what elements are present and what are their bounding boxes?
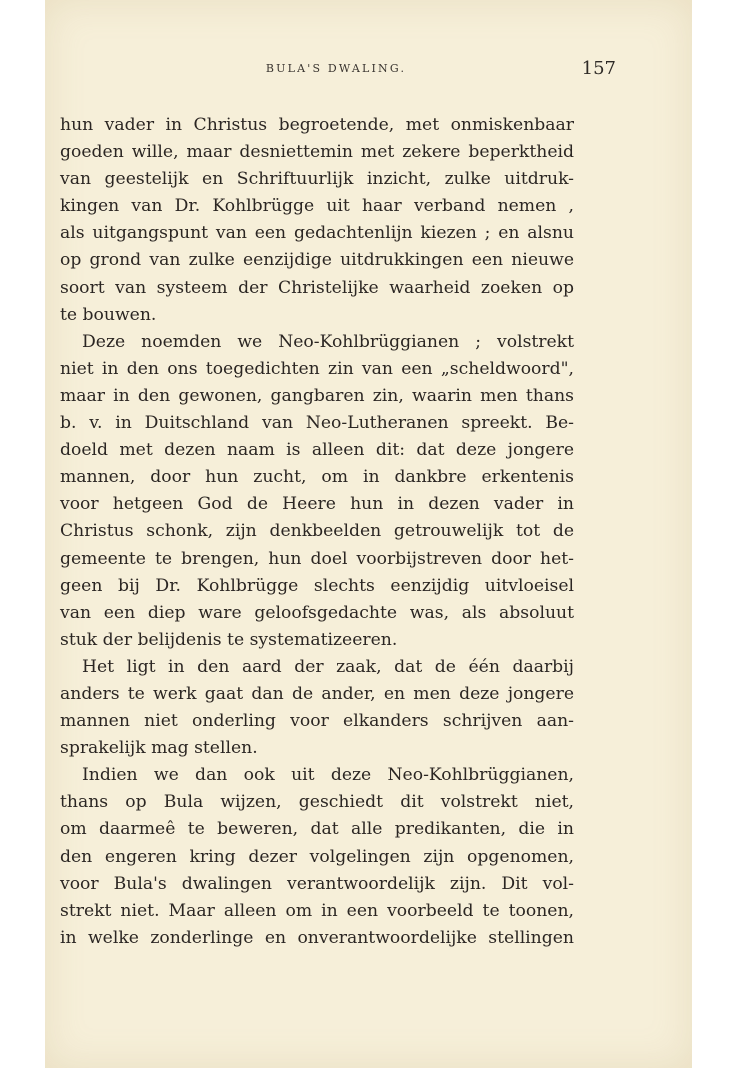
text-line: van geestelijk en Schriftuurlijk inzicht, zulke uitdruk- [60, 169, 574, 190]
text-line: Deze noemden we Neo-Kohlbrüggianen ; volstrekt [82, 331, 574, 352]
text-line: soort van systeem der Christelijke waarheid zoeken op [60, 277, 574, 298]
text-line: strekt niet. Maar alleen om in een voorbeeld te toonen, [60, 900, 574, 921]
page-header [56, 60, 616, 84]
paragraph [60, 654, 574, 762]
text-line: op grond van zulke eenzijdige uitdrukkingen een nieuwe [60, 250, 574, 271]
text-line: niet in den ons toegedichten zin van een „scheldwoord", [60, 358, 574, 379]
text-line: anders te werk gaat dan de ander, en men deze jongere [60, 683, 574, 704]
text-line: van een diep ware geloofsgedachte was, als absoluut [60, 602, 574, 623]
running-head: BULA'S DWALING. [265, 62, 407, 75]
text-line: als uitgangspunt van een gedachtenlijn kiezen ; en alsnu [60, 223, 574, 244]
text-line: mannen niet onderling voor elkanders schrijven aan- [60, 711, 574, 732]
text-line: hun vader in Christus begroetende, met onmiskenbaar [60, 115, 574, 135]
paragraph [60, 762, 574, 952]
text-line: voor Bula's dwalingen verantwoordelijk zijn. Dit vol- [60, 873, 574, 894]
text-line: den engeren kring dezer volgelingen zijn opgenomen, [60, 846, 574, 867]
text-line: in welke zonderlinge en onverantwoordelijke stellingen [60, 927, 574, 948]
text-line: b. v. in Duitschland van Neo-Lutheranen spreekt. Be- [60, 413, 574, 434]
text-line: mannen, door hun zucht, om in dankbre erkentenis [60, 467, 574, 488]
paragraph [60, 329, 574, 654]
text-line: geen bij Dr. Kohlbrügge slechts eenzijdig uitvloeisel [60, 575, 574, 596]
paragraph [60, 112, 574, 329]
text-line: Indien we dan ook uit deze Neo-Kohlbrüggianen, [82, 765, 574, 786]
text-line: Christus schonk, zijn denkbeelden getrouwelijk tot de [60, 521, 574, 542]
text-line: te bouwen. [60, 304, 157, 325]
body-text [60, 112, 574, 952]
page-number: 157 [581, 58, 616, 79]
text-line: om daarmeê te beweren, dat alle predikanten, die in [60, 819, 574, 840]
text-line: goeden wille, maar desniettemin met zekere beperktheid [60, 142, 574, 163]
text-line: sprakelijk mag stellen. [60, 738, 258, 759]
text-line: gemeente te brengen, hun doel voorbijstreven door het- [60, 548, 574, 569]
text-line: maar in den gewonen, gangbaren zin, waarin men thans [60, 385, 574, 406]
text-line: voor hetgeen God de Heere hun in dezen vader in [60, 494, 574, 515]
text-line: Het ligt in den aard der zaak, dat de één daarbij [82, 656, 574, 677]
text-line: stuk der belijdenis te systematizeeren. [60, 629, 398, 650]
text-line: kingen van Dr. Kohlbrügge uit haar verband nemen , [60, 196, 574, 217]
text-line: doeld met dezen naam is alleen dit: dat deze jongere [60, 440, 574, 461]
text-line: thans op Bula wijzen, geschiedt dit volstrekt niet, [60, 792, 574, 813]
